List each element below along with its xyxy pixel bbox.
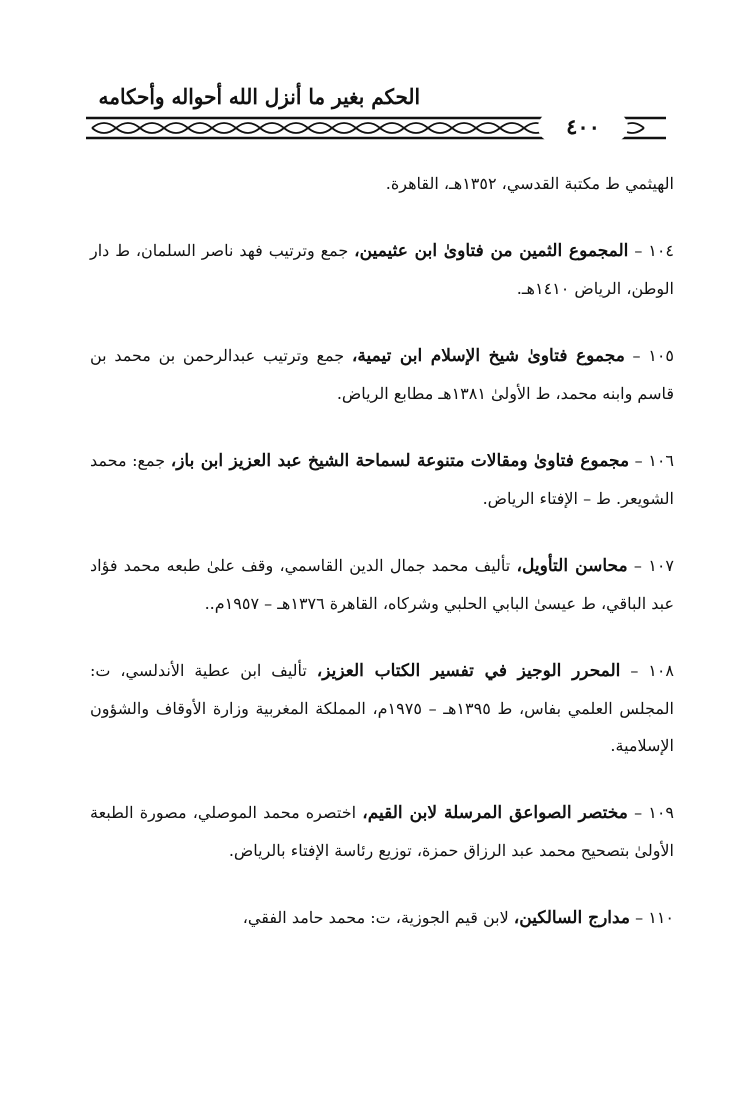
bibliography-entry-104: ١٠٤ – المجموع الثمين من فتاوىٰ ابن عثيمين، جمع وترتيب فهد ناصر السلمان، ط دار الوطن، الرياض ١٤١٠هـ. bbox=[90, 241, 674, 298]
entry-details: تأليف محمد جمال الدين القاسمي، وقف علىٰ طبعه محمد فؤاد عبد الباقي، ط عيسىٰ البابي الحلبي وشركاه، القاهرة ١٣٧٦هـ – ١٩٥٧م.. bbox=[90, 556, 674, 613]
entry-details: لابن قيم الجوزية، ت: محمد حامد الفقي، bbox=[242, 908, 509, 927]
bibliography-entry-105: ١٠٥ – مجموع فتاوىٰ شيخ الإسلام ابن تيمية، جمع وترتيب عبدالرحمن بن محمد بن قاسم وابنه محمد، ط الأولىٰ ١٣٨١هـ مطابع الرياض. bbox=[90, 346, 674, 403]
entry-details: جمع وترتيب فهد ناصر السلمان، ط دار الوطن، الرياض ١٤١٠هـ. bbox=[90, 241, 674, 298]
entry-details: اختصره محمد الموصلي، مصورة الطبعة الأولىٰ بتصحيح محمد عبد الرزاق حمزة، توزيع رئاسة الإفتاء بالرياض. bbox=[90, 803, 674, 860]
running-header bbox=[98, 84, 420, 109]
bibliography-body bbox=[90, 165, 674, 967]
entry-title: مختصر الصواعق المرسلة لابن القيم، bbox=[362, 803, 628, 823]
bibliography-entry-106: ١٠٦ – مجموع فتاوىٰ ومقالات متنوعة لسماحة الشيخ عبد العزيز ابن باز، جمع: محمد الشويعر. ط – الإفتاء الرياض. bbox=[90, 451, 675, 508]
bibliography-entry-107: ١٠٧ – محاسن التأويل، تأليف محمد جمال الدين القاسمي، وقف علىٰ طبعه محمد فؤاد عبد الباقي، ط عيسىٰ البابي الحلبي وشركاه، القاهرة ١٣٧٦هـ – ١٩٥٧م.. bbox=[90, 556, 674, 613]
entry-title: مجموع فتاوىٰ شيخ الإسلام ابن تيمية، bbox=[351, 346, 625, 366]
entry-title: مدارج السالكين، bbox=[513, 908, 631, 928]
running-header-title: الحكم بغير ما أنزل الله أحواله وأحكامه bbox=[98, 84, 420, 109]
entry-title: مجموع فتاوىٰ ومقالات متنوعة لسماحة الشيخ عبد العزيز ابن باز، bbox=[170, 451, 630, 471]
entry-title: محاسن التأويل، bbox=[516, 556, 628, 576]
entry-title: المحرر الوجيز في تفسير الكتاب العزيز، bbox=[316, 661, 621, 681]
bibliography-entry-109: ١٠٩ – مختصر الصواعق المرسلة لابن القيم، اختصره محمد الموصلي، مصورة الطبعة الأولىٰ بتصحيح محمد عبد الرزاق حمزة، توزيع رئاسة الإفتاء بالرياض. bbox=[90, 803, 675, 860]
page-number: ٤٠٠ bbox=[538, 112, 628, 142]
entry-title: المجموع الثمين من فتاوىٰ ابن عثيمين، bbox=[354, 241, 629, 261]
bibliography-entry-110: ١١٠ – مدارج السالكين، لابن قيم الجوزية، ت: محمد حامد الفقي، bbox=[242, 908, 674, 928]
continuation-line: الهيثمي ط مكتبة القدسي، ١٣٥٢هـ، القاهرة. bbox=[385, 174, 674, 193]
entry-details: جمع وترتيب عبدالرحمن بن محمد بن قاسم وابنه محمد، ط الأولىٰ ١٣٨١هـ مطابع الرياض. bbox=[90, 346, 674, 403]
entry-details: جمع: محمد الشويعر. ط – الإفتاء الرياض. bbox=[90, 451, 674, 508]
entry-details: تأليف ابن عطية الأندلسي، ت: المجلس العلمي بفاس، ط ١٣٩٥هـ – ١٩٧٥م، المملكة المغربية وزارة الأوقاف والشؤون الإسلامية. bbox=[90, 661, 675, 755]
bibliography-entry-108: ١٠٨ – المحرر الوجيز في تفسير الكتاب العزيز، تأليف ابن عطية الأندلسي، ت: المجلس العلمي بفاس، ط ١٣٩٥هـ – ١٩٧٥م، المملكة المغربية وزارة الأوقاف والشؤون الإسلامية. bbox=[90, 661, 675, 755]
